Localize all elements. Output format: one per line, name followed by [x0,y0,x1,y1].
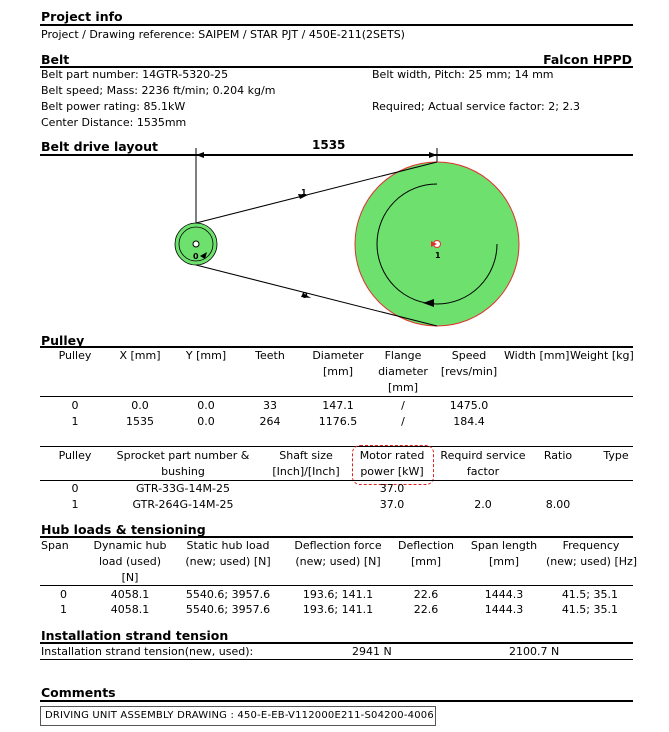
cell-sprocket: GTR-264G-14M-25 [132,498,234,511]
col-header-teeth: Teeth [255,349,285,362]
strand-bottom-rule [40,659,633,660]
col-header-sprocket-2: bushing [161,465,205,478]
comment-text: DRIVING UNIT ASSEMBLY DRAWING : 450-E-EB-V112000E211-S04200-4006 [45,710,434,721]
strand-tension-used: 2100.7 N [509,645,560,658]
comments-rule [40,700,633,702]
col-header-service-factor-2: factor [466,465,500,478]
layout-distance: 1535 [312,138,346,152]
pulley-header-rule [40,396,633,397]
dimension-arrow-left [196,152,204,158]
comments-title: Comments [41,685,116,700]
cell-dynamic-hub: 4058.1 [110,603,150,616]
col-header-service-factor: Requird service [440,449,526,462]
col-header-type: Type [603,449,629,462]
cell-pulley: 1 [71,415,79,428]
col-header-static-hub-unit: (new; used) [N] [185,555,271,568]
col-header-diameter: Diameter [312,349,364,362]
pulley-rule [40,346,633,348]
sprocket-top-rule [40,446,633,447]
col-header-pulley: Pulley [58,449,92,462]
dimension-arrow-right [429,152,437,158]
pulley-table-title: Pulley [41,333,85,348]
cell-ratio: 8.00 [545,498,571,511]
cell-diameter: 147.1 [322,399,354,412]
revision-cloud [352,445,434,485]
cell-flange: / [401,399,405,412]
strand-tension-label: Installation strand tension(new, used): [41,645,254,658]
cell-speed: 1475.0 [449,399,489,412]
col-header-span-length: Span length [470,539,538,552]
cell-speed: 184.4 [453,415,485,428]
col-header-span: Span [41,539,69,552]
col-header-span-length-unit: [mm] [488,555,519,568]
col-header-shaft-unit: [Inch]/[Inch] [272,465,340,478]
span-bottom-label: 0 [302,291,308,300]
hub-rule [40,536,633,538]
cell-x: 0.0 [131,399,149,412]
cell-pulley: 1 [71,498,79,511]
belt-brand: Falcon HPPD [543,52,632,67]
belt-title: Belt [41,52,70,67]
cell-teeth: 33 [263,399,277,412]
col-header-x: X [mm] [119,349,161,362]
span-top-label: 1 [301,188,307,197]
col-header-dynamic-hub-2: load (used) [98,555,162,568]
cell-span-length: 1444.3 [484,603,524,616]
col-header-dynamic-hub: Dynamic hub [93,539,167,552]
cell-pulley: 0 [71,482,79,495]
cell-span: 1 [60,603,67,616]
cell-deflection: 22.6 [413,588,439,601]
large-pulley-label: 1 [435,251,441,260]
col-header-speed: Speed [451,349,487,362]
col-header-deflection-force-unit: (new; used) [N] [295,555,381,568]
col-header-flange-unit: [mm] [387,381,418,394]
belt-drive-layout-title: Belt drive layout [41,139,158,154]
cell-frequency: 41.5; 35.1 [561,588,618,601]
cell-diameter: 1176.5 [318,415,358,428]
hub-header-rule [40,585,633,586]
cell-y: 0.0 [197,415,215,428]
col-header-dynamic-hub-unit: [N] [121,571,139,584]
col-header-static-hub: Static hub load [186,539,270,552]
cell-y: 0.0 [197,399,215,412]
cell-pulley: 0 [71,399,79,412]
sprocket-header-rule [40,480,633,481]
col-header-deflection-force: Deflection force [294,539,382,552]
col-header-speed-unit: [revs/min] [440,365,498,378]
drawing-reference: Project / Drawing reference: SAIPEM / STAR PJT / 450E-211(2SETS) [41,28,405,41]
cell-motor-power: 37.0 [379,498,405,511]
cell-sprocket: GTR-33G-14M-25 [136,482,230,495]
cell-service-factor: 2.0 [474,498,492,511]
hub-loads-title: Hub loads & tensioning [41,522,206,537]
cell-flange: / [401,415,405,428]
cell-dynamic-hub: 4058.1 [110,588,150,601]
belt-service-factor: Required; Actual service factor: 2; 2.3 [372,100,580,113]
strand-rule [40,642,633,644]
col-header-frequency: Frequency [562,539,620,552]
cell-static-hub: 5540.6; 3957.6 [185,603,271,616]
project-info-title: Project info [41,9,123,24]
col-header-frequency-unit: (new; used) [Hz] [546,555,638,568]
col-header-motor-power: Motor rated [359,449,425,462]
col-header-flange: Flange [384,349,422,362]
col-header-ratio: Ratio [543,449,573,462]
small-pulley-label: 0 [193,252,199,261]
cell-static-hub: 5540.6; 3957.6 [185,588,271,601]
cell-deflection: 22.6 [413,603,439,616]
cell-deflection-force: 193.6; 141.1 [302,588,374,601]
cell-motor-power: 37.0 [379,482,405,495]
cell-x: 1535 [126,415,154,428]
cell-teeth: 264 [259,415,281,428]
col-header-flange-2: diameter [378,365,428,378]
comment-box [40,706,436,726]
cell-frequency: 41.5; 35.1 [561,603,618,616]
belt-power-rating: Belt power rating: 85.1kW [41,100,186,113]
belt-part-number: Belt part number: 14GTR-5320-25 [41,68,229,81]
cell-deflection-force: 193.6; 141.1 [302,603,374,616]
col-header-motor-power-unit: power [kW] [360,465,424,478]
col-header-width: Width [mm] [504,349,570,362]
cell-span: 0 [60,588,67,601]
strand-tension-new: 2941 N [352,645,392,658]
small-pulley-center [193,241,199,247]
col-header-deflection-unit: [mm] [410,555,441,568]
belt-width-pitch: Belt width, Pitch: 25 mm; 14 mm [372,68,554,81]
center-distance: Center Distance: 1535mm [41,116,187,129]
col-header-deflection: Deflection [397,539,455,552]
col-header-y: Y [mm] [185,349,227,362]
col-header-weight: Weight [kg] [570,349,634,362]
belt-speed-mass: Belt speed; Mass: 2236 ft/min; 0.204 kg/m [41,84,276,97]
col-header-sprocket: Sprocket part number & [116,449,250,462]
strand-tension-title: Installation strand tension [41,628,229,643]
col-header-diameter-unit: [mm] [322,365,353,378]
col-header-shaft: Shaft size [279,449,333,462]
col-header-pulley: Pulley [58,349,92,362]
cell-span-length: 1444.3 [484,588,524,601]
